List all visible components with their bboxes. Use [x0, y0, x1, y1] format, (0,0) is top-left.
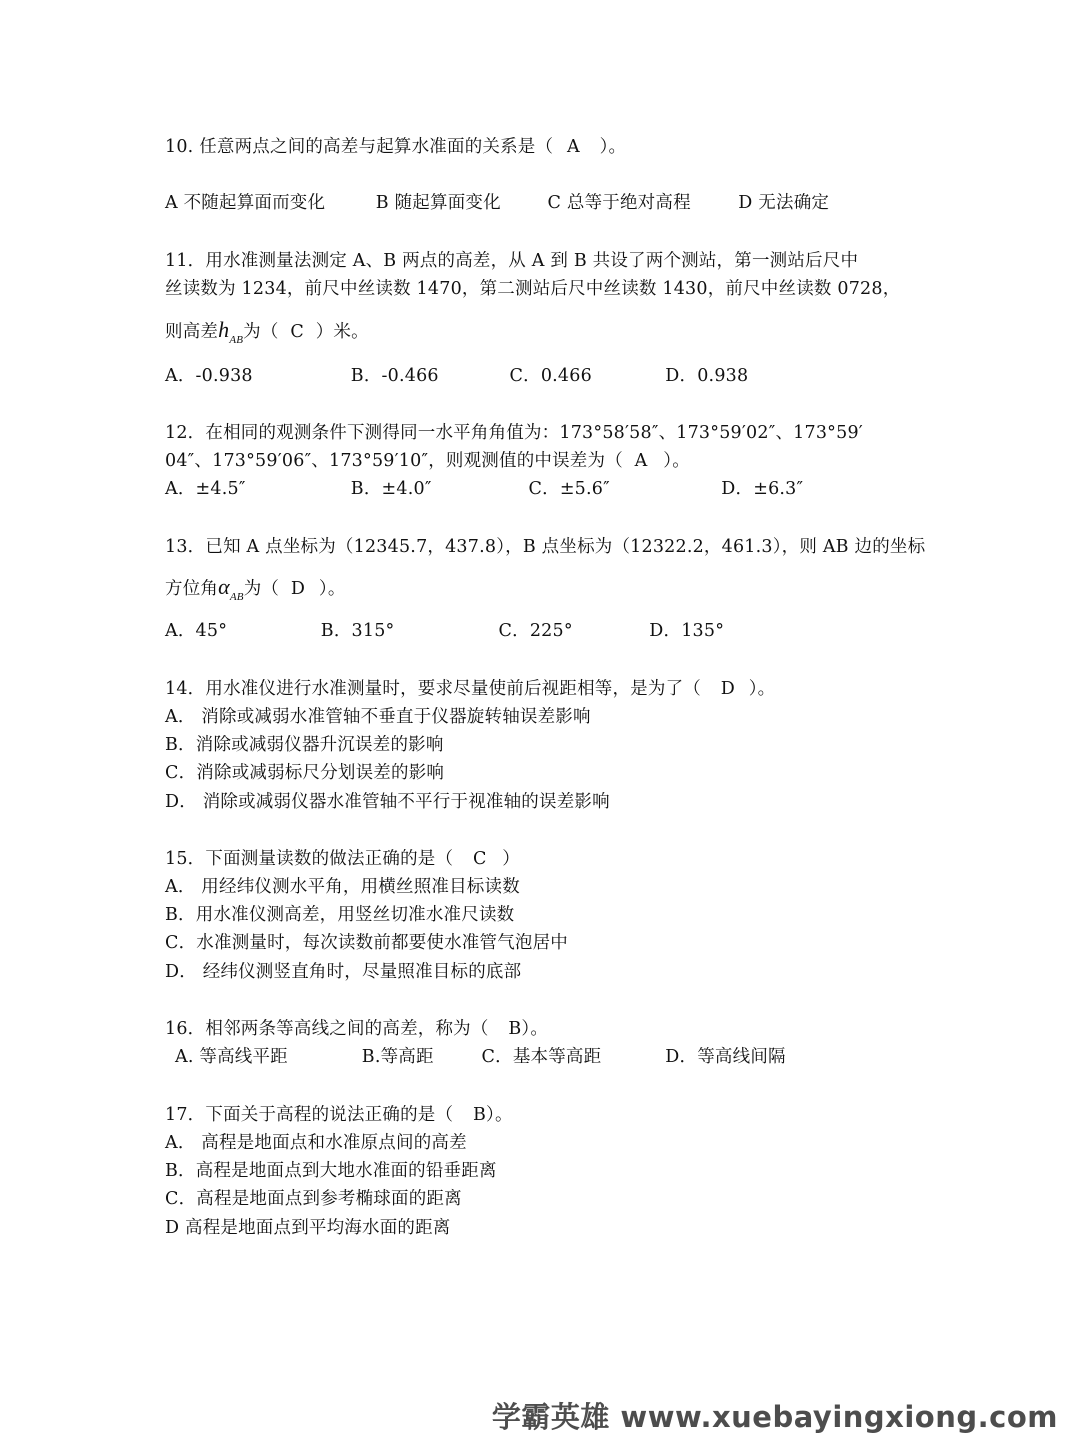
- q12-option-c: C．±5.6″: [528, 479, 610, 499]
- q16-stem: [165, 1017, 548, 1041]
- q16-option-b: B.等高距: [361, 1047, 434, 1067]
- q10-options: [165, 191, 829, 215]
- q11-option-c: C．0.466: [509, 366, 592, 386]
- q17-option-c: C．高程是地面点到参考椭球面的距离: [165, 1189, 462, 1209]
- q15-answer: C: [472, 849, 487, 869]
- q10-option-b: B 随起算面变化: [375, 193, 501, 213]
- q16-stem-text: 16．相邻两条等高线之间的高差，称为（: [165, 1019, 489, 1039]
- q10-stem-text: 10. 任意两点之间的高差与起算水准面的关系是（: [165, 137, 554, 157]
- q11-option-a: A．-0.938: [165, 366, 253, 386]
- q13-answer: D: [290, 579, 306, 599]
- q11-stem-line2: 丝读数为 1234，前尺中丝读数 1470，第二测站后尺中丝读数 1430，前尺中丝读数 0728，: [165, 279, 901, 299]
- q15-stem-end: ）: [502, 849, 520, 869]
- q16-answer: B: [508, 1019, 522, 1039]
- q17-option-b: B．高程是地面点到大地水准面的铅垂距离: [165, 1161, 497, 1181]
- height-difference-subscript: AB: [229, 334, 244, 346]
- height-difference-symbol: h: [218, 317, 230, 342]
- q11-line3-text: 则高差: [165, 322, 219, 342]
- q10-option-a: A 不随起算面而变化: [165, 193, 326, 213]
- q16-option-d: D．等高线间隔: [665, 1047, 786, 1067]
- q12-stem-line1: 12．在相同的观测条件下测得同一水平角角值为：173°58′58″、173°59′02″、173°59′: [165, 423, 863, 443]
- q13-line2-end: ）。: [318, 579, 346, 599]
- q10-option-c: C 总等于绝对高程: [547, 193, 691, 213]
- q14-stem: [165, 677, 775, 701]
- q10-option-d: D 无法确定: [738, 193, 830, 213]
- q13-stem-line2: [165, 575, 346, 609]
- q11-line3-end: ）米。: [315, 322, 369, 342]
- q12-options: [165, 477, 803, 501]
- q14-option-c: C．消除或减弱标尺分划误差的影响: [165, 763, 445, 783]
- q13-line2-mid: 为（: [243, 579, 280, 599]
- q11-option-d: D．0.938: [665, 366, 749, 386]
- q11-stem-line1: 11．用水准测量法测定 A、B 两点的高差，从 A 到 B 共设了两个测站，第一测站后尺中: [165, 251, 859, 271]
- q10-stem: [165, 135, 626, 159]
- q12-option-a: A．±4.5″: [165, 479, 246, 499]
- q13-line2-text: 方位角: [165, 579, 219, 599]
- q16-options: [175, 1045, 786, 1069]
- azimuth-symbol: α: [218, 574, 230, 599]
- q13-option-b: B．315°: [320, 621, 395, 641]
- q10-answer: A: [566, 137, 580, 157]
- q14-stem-text: 14．用水准仪进行水准测量时，要求尽量使前后视距相等，是为了（: [165, 679, 701, 699]
- q11-answer: C: [290, 322, 304, 342]
- q14-option-a: A． 消除或减弱水准管轴不垂直于仪器旋转轴误差影响: [165, 707, 591, 727]
- q17-option-d: D 高程是地面点到平均海水面的距离: [165, 1218, 451, 1238]
- q16-stem-end: ）。: [521, 1019, 549, 1039]
- q17-stem-end: ）。: [486, 1105, 513, 1125]
- q16-option-c: C．基本等高距: [481, 1047, 602, 1067]
- q15-stem-text: 15．下面测量读数的做法正确的是（: [165, 849, 454, 869]
- q11-line3-mid: 为（: [243, 322, 279, 342]
- q17-stem-text: 17．下面关于高程的说法正确的是（: [165, 1105, 454, 1125]
- q17-stem: [165, 1103, 513, 1127]
- q12-stem-line2: [165, 449, 690, 473]
- q12-answer: A: [634, 451, 648, 471]
- q13-options: [165, 619, 724, 643]
- q14-option-d: D． 消除或减弱仪器水准管轴不平行于视准轴的误差影响: [165, 792, 610, 812]
- q11-options: [165, 364, 748, 388]
- q13-option-a: A．45°: [165, 621, 228, 641]
- q15-stem: [165, 847, 520, 871]
- q11-stem-line3: [165, 318, 369, 352]
- q15-option-c: C．水准测量时，每次读数前都要使水准管气泡居中: [165, 933, 568, 953]
- q11-option-b: B．-0.466: [350, 366, 439, 386]
- q17-answer: B: [472, 1105, 486, 1125]
- q10-stem-end: ）。: [599, 137, 627, 157]
- q13-option-d: D．135°: [649, 621, 725, 641]
- azimuth-subscript: AB: [229, 591, 244, 603]
- q14-answer: D: [720, 679, 735, 699]
- q14-stem-end: ）。: [748, 679, 776, 699]
- q12-line2-text: 04″、173°59′06″、173°59′10″，则观测值的中误差为（: [165, 451, 623, 471]
- q15-option-b: B．用水准仪测高差，用竖丝切准水准尺读数: [165, 905, 515, 925]
- q14-option-b: B．消除或减弱仪器升沉误差的影响: [165, 735, 444, 755]
- site-watermark: 学霸英雄 www.xuebayingxiong.com: [491, 1400, 1058, 1434]
- q15-option-d: D． 经纬仪测竖直角时，尽量照准目标的底部: [165, 962, 522, 982]
- q13-stem-line1: 13．已知 A 点坐标为（12345.7，437.8），B 点坐标为（12322.2，461.3），则 AB 边的坐标: [165, 537, 926, 557]
- q15-option-a: A． 用经纬仪测水平角，用横丝照准目标读数: [165, 877, 520, 897]
- q16-option-a: A. 等高线平距: [175, 1047, 288, 1067]
- q12-option-b: B．±4.0″: [350, 479, 432, 499]
- q13-option-c: C．225°: [498, 621, 573, 641]
- q17-option-a: A． 高程是地面点和水准原点间的高差: [165, 1133, 467, 1153]
- q12-option-d: D．±6.3″: [721, 479, 804, 499]
- q12-line2-end: ）。: [663, 451, 690, 471]
